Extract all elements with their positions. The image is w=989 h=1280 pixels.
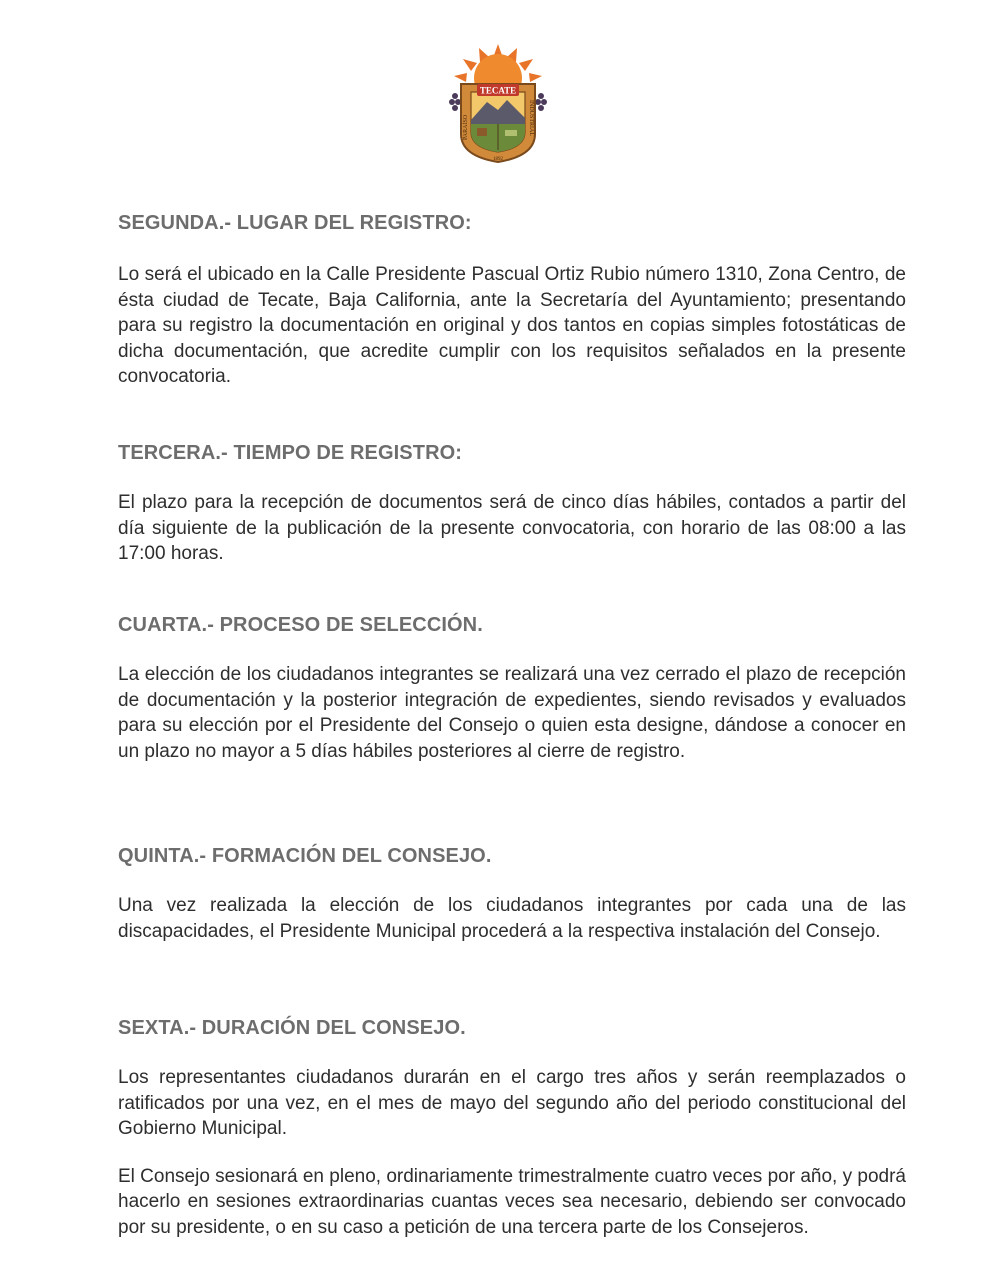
section-paragraph: El plazo para la recepción de documentos será de cinco días hábiles, contados a partir del día siguiente de la publicación de la presente convocatoria, con horario de las 08:00 a las 17:00 horas.	[118, 492, 906, 564]
section-heading: TERCERA.- TIEMPO DE REGISTRO:	[118, 442, 463, 464]
section-quinta	[118, 843, 906, 944]
logo-left-text: PARAÍSO	[463, 114, 469, 140]
section-paragraph: Una vez realizada la elección de los ciudadanos integrantes por cada una de las discapacidades, el Presidente Municipal procederá a la respectiva instalación del Consejo.	[118, 895, 906, 942]
section-heading: QUINTA.- FORMACIÓN DEL CONSEJO.	[118, 845, 492, 867]
section-paragraph: La elección de los ciudadanos integrantes se realizará una vez cerrado el plazo de recepción de documentación y la posterior integración de expedientes, siendo revisados y evaluados para su elección por el Presidente del Consejo o quien esta designe, dándose a conocer en un plazo no mayor a 5 días hábiles posteriores al cierre de registro.	[118, 664, 906, 762]
section-sexta	[118, 1015, 906, 1240]
logo-bottom-text: 1892	[493, 157, 503, 162]
section-heading: SEGUNDA.- LUGAR DEL REGISTRO:	[118, 212, 472, 234]
logo-top-text: TECATE	[479, 85, 517, 96]
logo-right-text: INDUSTRIAL	[528, 100, 534, 136]
section-segunda	[118, 210, 906, 390]
tecate-coat-of-arms-logo	[447, 44, 549, 166]
section-cuarta	[118, 612, 906, 764]
section-heading: SEXTA.- DURACIÓN DEL CONSEJO.	[118, 1017, 466, 1039]
section-tercera	[118, 440, 906, 567]
section-heading: CUARTA.- PROCESO DE SELECCIÓN.	[118, 614, 483, 636]
section-paragraph: Los representantes ciudadanos durarán en el cargo tres años y serán reemplazados o ratificados por una vez, en el mes de mayo del segundo año del periodo constitucional del Gobierno Municipal.	[118, 1067, 906, 1139]
section-paragraph: Lo será el ubicado en la Calle Presidente Pascual Ortiz Rubio número 1310, Zona Centro, de ésta ciudad de Tecate, Baja California, ante la Secretaría del Ayuntamiento; presentando para su registro la documentación en original y dos tantos en copias simples fotostáticas de dicha documentación, que acredite cumplir con los requisitos señalados en la presente convocatoria.	[118, 264, 906, 387]
section-paragraph: El Consejo sesionará en pleno, ordinariamente trimestralmente cuatro veces por año, y podrá hacerlo en sesiones extraordinarias cuantas veces sea necesario, debiendo ser convocado por su presidente, o en su caso a petición de una tercera parte de los Consejeros.	[118, 1165, 906, 1238]
